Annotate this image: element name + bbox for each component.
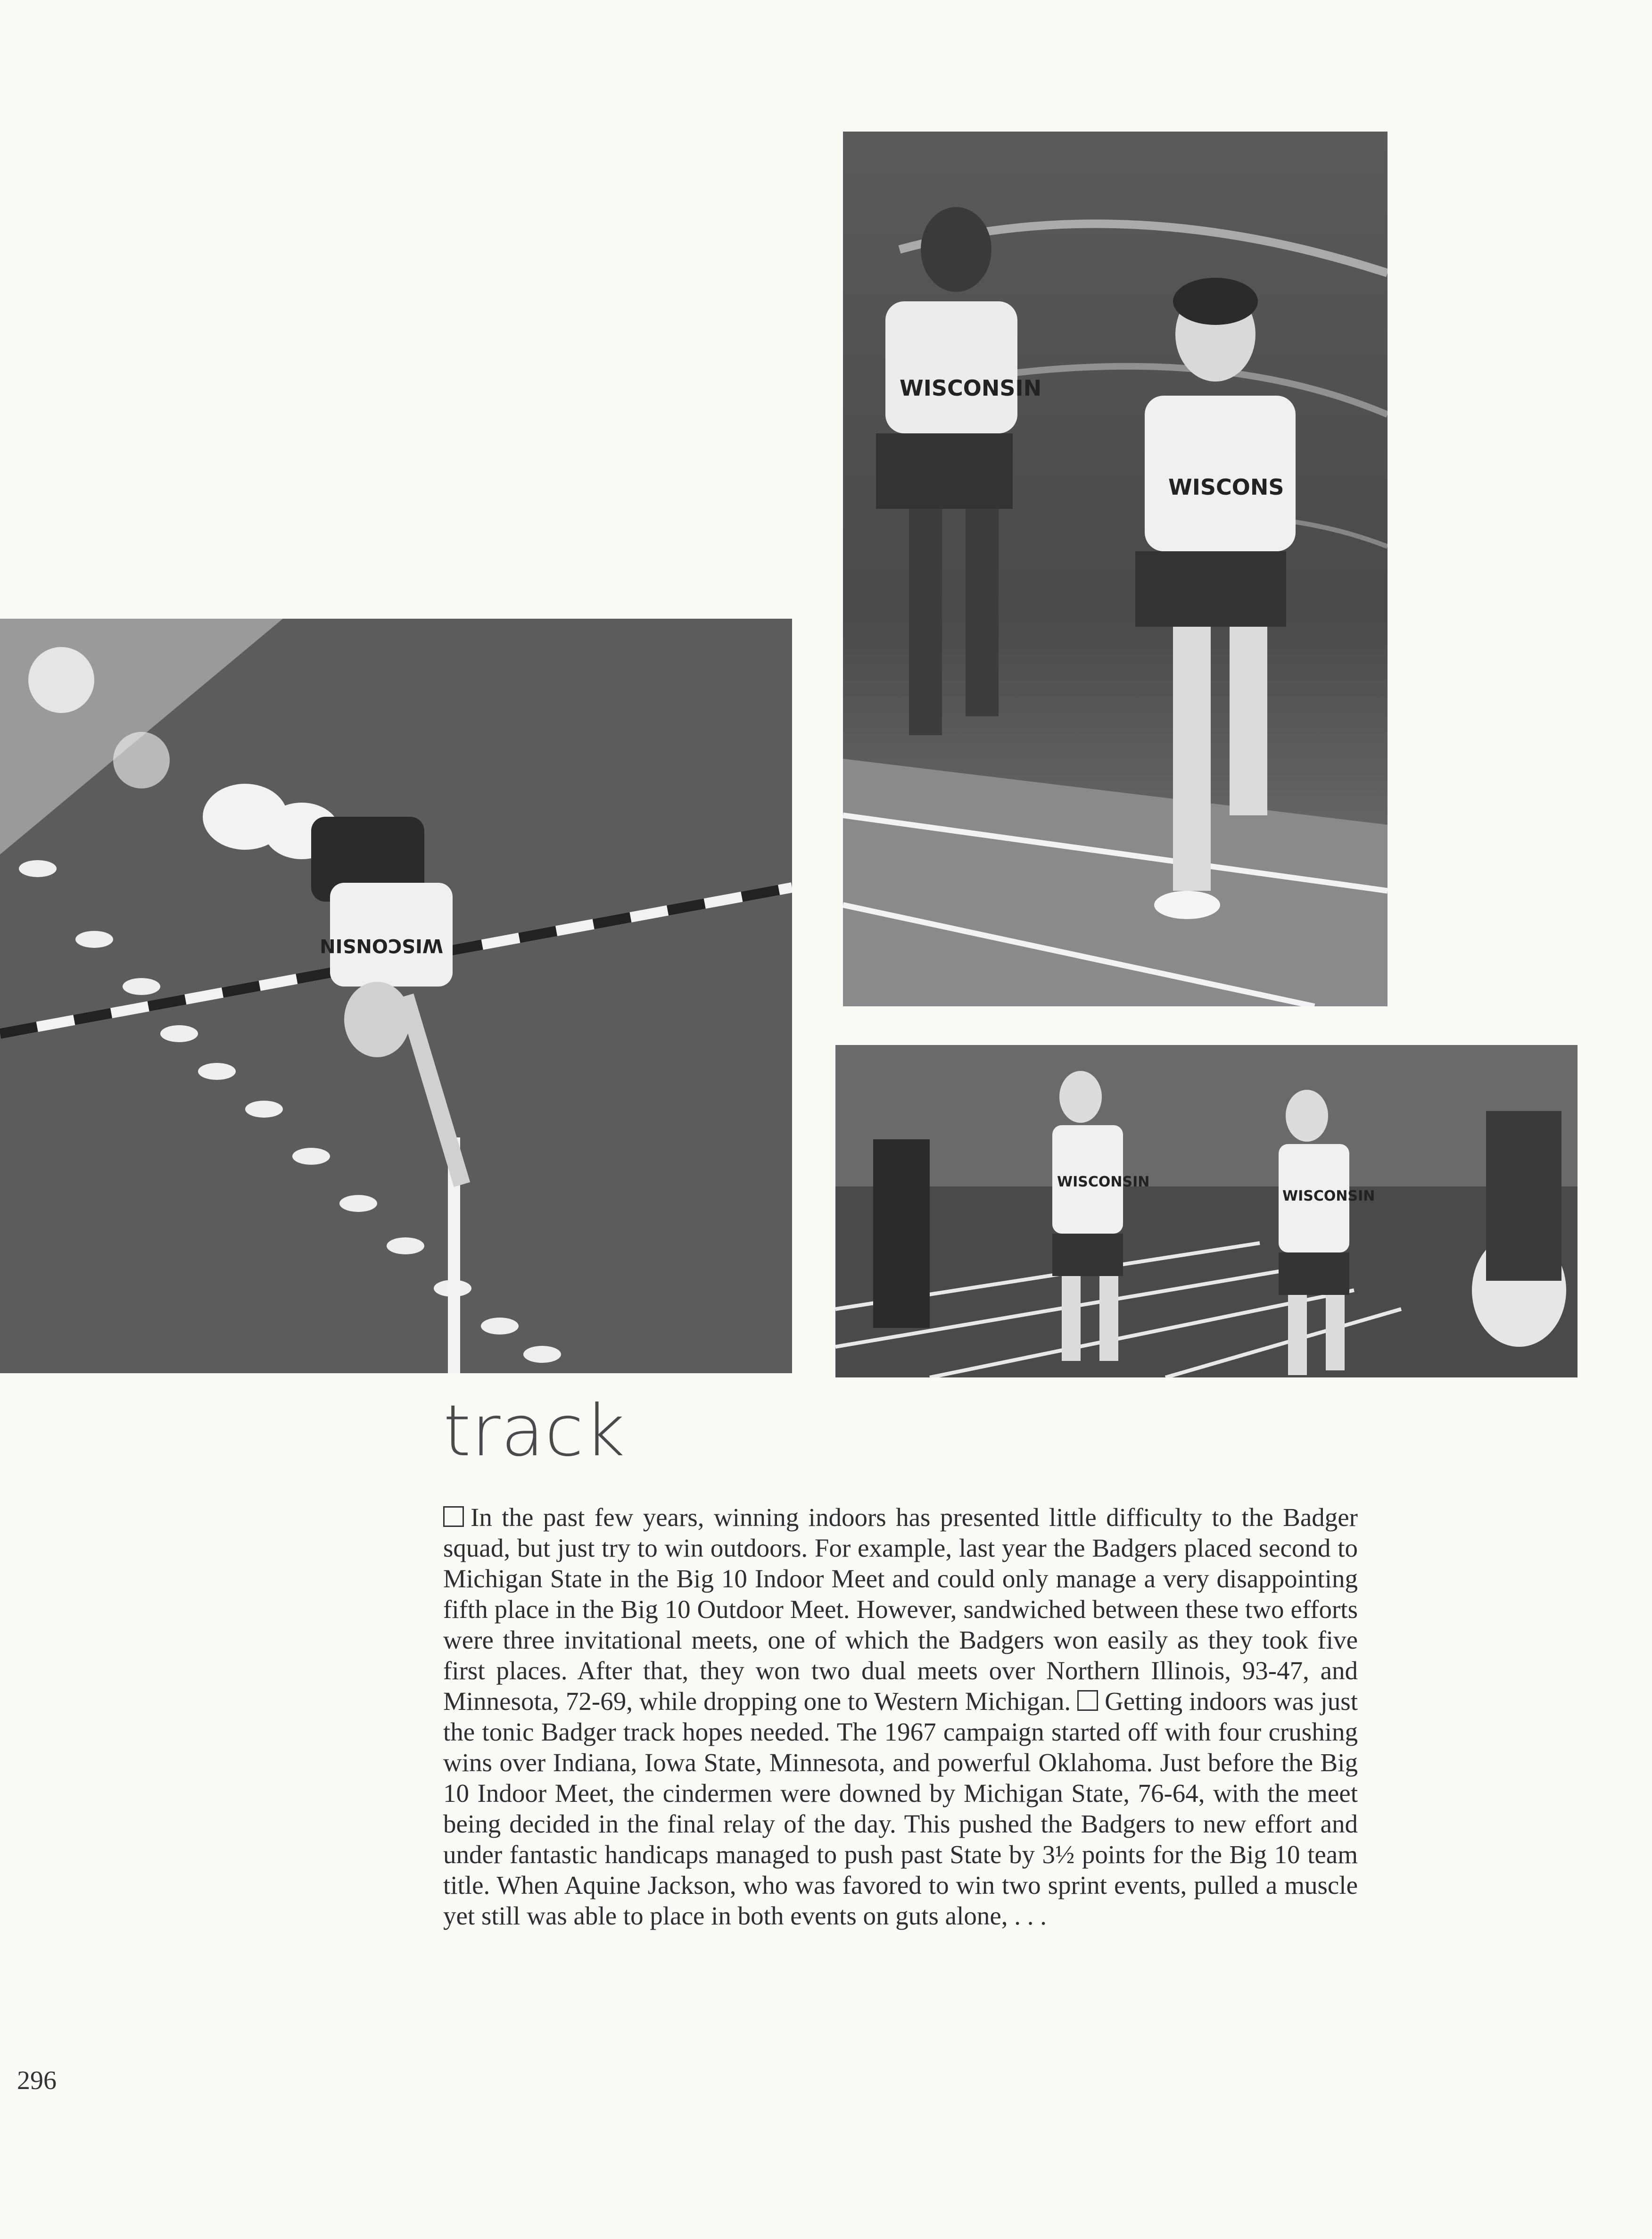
article-paragraph-1: In the past few years, winning indoors has presented little difficulty to the Badger squad, but just try to win outdoors. For example, last year the Badgers placed second to Michigan State in the Big 10 Indoor Meet and could only manage a very disappointing fifth place in the Big 10 Outdoor Meet. However, sandwiched between these two efforts were three invitational meets, one of which the Badgers won easily as they took five first places. After that, they won two dual meets over Northern Illinois, 93-47, and Minnesota, 72-69, while dropping one to Western Michigan. (443, 1503, 1358, 1716)
paragraph-box-icon (443, 1506, 464, 1527)
photo-relay-handoff (843, 132, 1388, 1006)
sprint-jersey-1: WISCONSIN (1057, 1174, 1150, 1190)
photo-sprint-finish (835, 1045, 1578, 1377)
sprint-jersey-2: WISCONSIN (1282, 1188, 1375, 1204)
highjump-jersey: WISCONSIN (320, 935, 443, 956)
relay-jersey-left: WISCONSIN (900, 375, 1042, 401)
page-number: 296 (17, 2066, 57, 2095)
relay-jersey-right: WISCONS (1168, 474, 1284, 500)
paragraph-box-icon (1077, 1690, 1098, 1711)
photo-high-jump (0, 619, 792, 1373)
article-paragraph-2: Getting indoors was just the tonic Badger track hopes needed. The 1967 campaign started off with four crushing wins over Indiana, Iowa State, Minnesota, and powerful Oklahoma. Just before the Big 10 Indoor Meet, the cindermen were downed by Michigan State, 76-64, with the meet being decided in the final relay of the day. This pushed the Badgers to new effort and under fantastic handicaps managed to push past State by 3½ points for the Big 10 team title. When Aquine Jackson, who was favored to win two sprint events, pulled a muscle yet still was able to place in both events on guts alone, . . . (443, 1687, 1358, 1930)
page-title: track (443, 1390, 626, 1472)
article-body (443, 1502, 1358, 1931)
